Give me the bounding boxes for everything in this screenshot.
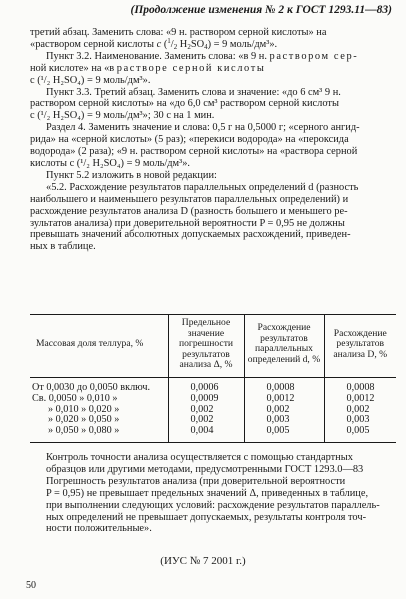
- text-line: рида» на «серной кислоты» (5 раз); «перекиси водорода» на «пероксида: [30, 134, 349, 146]
- text-line: ной кислоте» на «в растворе серной кислоты: [30, 62, 266, 74]
- text-line: Пункт 3.2. Наименование. Заменить слова: «в 9 н. раствором сер-: [46, 50, 359, 62]
- text-line: c (¹/₂ H₂SO₄) = 9 моль/дм³».: [30, 74, 151, 86]
- ius-reference: (ИУС № 7 2001 г.): [160, 555, 246, 567]
- cell-delta: 0,004: [168, 426, 244, 442]
- text-line: расхождение результатов анализа D (разность большего и меньшего ре-: [30, 205, 348, 217]
- table-row: [30, 426, 396, 442]
- cell-d: 0,002: [244, 405, 324, 416]
- text-line: Пункт 3.3. Третий абзац. Заменить слова и значение: «до 6 см³ 9 н.: [46, 86, 341, 98]
- cell-range: От 0,0030 до 0,0050 включ.: [32, 381, 151, 393]
- column-header-tellurium: Массовая доля теллура, %: [30, 315, 168, 378]
- cell-d: 0,0008: [244, 377, 324, 393]
- text-line: P = 0,95) не превышает предельных значений Δ, приведенных в таблице,: [46, 487, 369, 499]
- page-header: (Продолжение изменения № 2 к ГОСТ 1293.11—83): [130, 4, 392, 16]
- column-header-D: Расхождение результатов анализа D, %: [324, 315, 396, 378]
- cell-delta: 0,002: [168, 405, 244, 416]
- table-row: [30, 377, 396, 393]
- text-line: ности положительные».: [46, 523, 152, 535]
- cell-D: 0,0008: [324, 377, 396, 393]
- cell-range: » 0,020 » 0,050 »: [48, 414, 120, 426]
- page-number: 50: [26, 580, 36, 591]
- text-line: наибольшего и наименьшего результатов параллельных определений) и: [30, 193, 349, 205]
- cell-D: 0,002: [324, 405, 396, 416]
- cell-D: 0,0012: [324, 394, 396, 405]
- text-line: образцов или другими методами, предусмотренными ГОСТ 1293.0—83: [46, 463, 364, 475]
- text-line: кислоты c (¹/₂ H₂SO₄) = 9 моль/дм³».: [30, 157, 191, 169]
- cell-delta: 0,002: [168, 415, 244, 426]
- cell-range: » 0,050 » 0,080 »: [30, 426, 168, 442]
- text-line: превышать значений абсолютных допускаемых расхождений, приведен-: [30, 229, 351, 241]
- cell-D: 0,005: [324, 426, 396, 442]
- amendment-text: [30, 27, 392, 253]
- cell-d: 0,003: [244, 415, 324, 426]
- column-header-d: Расхождение результатов параллельных определений d, %: [244, 315, 324, 378]
- cell-d: 0,0012: [244, 394, 324, 405]
- cell-delta: 0,0006: [168, 377, 244, 393]
- text-line: ных в таблице.: [30, 241, 96, 253]
- text-line: Контроль точности анализа осуществляется с помощью стандартных: [46, 452, 353, 463]
- cell-range: » 0,010 » 0,020 »: [48, 403, 120, 415]
- text-line: Погрешность результатов анализа (при доверительной вероятности: [46, 475, 346, 487]
- closing-text: [30, 452, 392, 535]
- text-line: третий абзац. Заменить слова: «9 н. раствором серной кислоты» на: [30, 27, 327, 38]
- text-line: Раздел 4. Заменить значение и слова: 0,5 г на 0,5000 г; «серного ангид-: [46, 122, 360, 134]
- cell-range: Св. 0,0050 » 0,010 »: [32, 392, 118, 404]
- table-header-row: [30, 315, 396, 378]
- tolerance-table-wrap: [30, 314, 396, 443]
- text-line: c (¹/₂ H₂SO₄) = 9 моль/дм³»; 30 с на 1 мин.: [30, 110, 215, 122]
- cell-D: 0,003: [324, 415, 396, 426]
- column-header-delta: Предельное значение погрешности результатов анализа Δ, %: [168, 315, 244, 378]
- text-line: Пункт 5.2 изложить в новой редакции:: [46, 169, 217, 181]
- text-line: «5.2. Расхождение результатов параллельных определений d (разность: [46, 181, 359, 193]
- cell-d: 0,005: [244, 426, 324, 442]
- text-line: ных определений не превышает допускаемых, результаты контроля точ-: [46, 511, 367, 523]
- text-line: водорода» (2 раза); «9 н. раствором серной кислоты» на «раствора серной: [30, 146, 358, 158]
- text-line: раствором серной кислоты» на «до 6,0 см³ раствором серной кислоты: [30, 98, 339, 110]
- tolerance-table: [30, 314, 396, 443]
- cell-delta: 0,0009: [168, 394, 244, 405]
- table-row: [30, 394, 396, 405]
- text-line: зультатов анализа) при доверительной вероятности P = 0,95 не должны: [30, 217, 345, 229]
- text-line: при выполнении следующих условий: расхождение результатов параллель-: [46, 499, 380, 511]
- text-line: «раствором серной кислоты c ($^1/_2$ $H_2SO_4) = 9$ моль/дм³».: [30, 36, 278, 51]
